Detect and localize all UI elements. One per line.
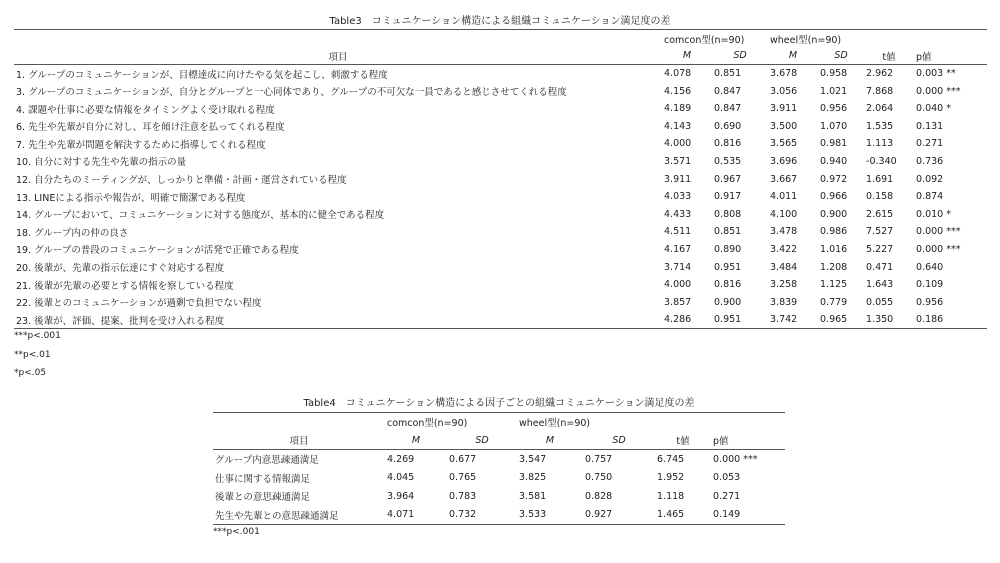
table3-cell-sd-2: 1.208: [820, 261, 848, 273]
table3-cell-p-value: 0.109: [914, 276, 987, 294]
table3-row: [14, 135, 987, 153]
table3-significance-mark: [943, 156, 946, 167]
table4-cell-mean-2: 3.533: [517, 505, 583, 524]
table4-cell-t-value: 6.745: [655, 450, 711, 469]
table3-col-t: t値: [882, 51, 896, 63]
table3-cell-mean-1: 4.156: [664, 85, 692, 97]
table4-cell-item: 先生や先輩との意思疎通満足: [213, 505, 385, 524]
table3-cell-item: 6. 先生や先輩が自分に対し、耳を傾け注意を払ってくれる程度: [16, 122, 285, 134]
table4-significance-mark: [740, 491, 743, 502]
table3-cell-item: 12. 自分たちのミーティングが、しっかりと準備・計画・運営されている程度: [16, 175, 347, 187]
table3-cell-sd-1: 0.890: [714, 243, 742, 255]
table4-row: [213, 468, 785, 487]
table3-cell-sd-1: 0.847: [714, 85, 742, 97]
table3-significance-mark: [943, 314, 946, 325]
table3-significance-mark: *: [946, 208, 951, 220]
table3-cell-item: 14. グループにおいて、コミュニケーションに対する態度が、基本的に健全である程度: [16, 210, 385, 222]
table3-significance-mark: [943, 138, 946, 149]
table3-row: [14, 100, 987, 118]
table3-row: [14, 65, 987, 83]
table3-cell-sd-1: 0.535: [714, 155, 742, 167]
table3-cell-mean-2: 3.422: [770, 243, 798, 255]
table3-cell-p-value: 0.271: [914, 135, 987, 153]
table3-cell-p-value: 0.000 ***: [916, 85, 961, 97]
table3-row: [14, 82, 987, 100]
table3-note-1: ***p<.001: [14, 331, 61, 341]
table3-row: [14, 117, 987, 135]
table3-row: [14, 223, 987, 241]
table3-cell-mean-1: 4.167: [664, 243, 692, 255]
table4-col-p: p値: [713, 436, 729, 448]
table3-cell-sd-2: 0.779: [820, 296, 848, 308]
table3-cell-mean-1: 4.033: [664, 191, 692, 203]
table3-col-m2: M: [788, 50, 798, 62]
table3-cell-item: 10. 自分に対する先生や先輩の指示の量: [16, 157, 187, 169]
table3-cell-mean-1: 4.189: [664, 103, 692, 115]
table3-significance-mark: [943, 279, 946, 290]
table3-cell-sd-2: 1.125: [820, 279, 848, 291]
table4-cell-sd-2: 0.750: [585, 472, 613, 484]
table3-cell-t-value: 0.055: [866, 296, 894, 308]
table3-cell-sd-1: 0.690: [714, 120, 742, 132]
table3-cell-item: 13. LINEによる指示や報告が、明確で簡潔である程度: [16, 192, 246, 204]
table3-cell-item: 20. 後輩が、先輩の指示伝達にすぐ対応する程度: [16, 263, 225, 275]
table3-group1-label: comcon型(n=90): [662, 30, 768, 48]
table4-cell-sd-1: 0.732: [447, 505, 517, 524]
table3-cell-mean-1: 4.000: [664, 279, 692, 291]
table4-col-m1: M: [411, 434, 421, 446]
table3-cell-mean-2: 3.500: [770, 120, 798, 132]
table4-cell-sd-1: 0.765: [449, 472, 477, 484]
table3-significance-mark: [943, 174, 946, 185]
table3-cell-p-value: 0.640: [914, 258, 987, 276]
table3-cell-t-value: 1.535: [866, 120, 894, 132]
table3-row: [14, 241, 987, 259]
table3-cell-item: 7. 先生や先輩が問題を解決するために指導してくれる程度: [16, 139, 266, 151]
table3-cell-sd-1: 0.967: [714, 173, 742, 185]
table3-significance-mark: ***: [946, 226, 961, 238]
table3-cell-p-value: 0.186: [914, 311, 987, 329]
table4-cell-mean-2: 3.825: [519, 472, 547, 484]
table3-cell-sd-2: 0.986: [820, 226, 848, 238]
table3-cell-sd-2: 1.021: [820, 85, 848, 97]
table3-cell-p-value: 0.736: [914, 153, 987, 171]
table3-cell-sd-2: 0.965: [818, 311, 864, 329]
table3-cell-item: 18. グループ内の仲の良さ: [16, 227, 129, 239]
table3-cell-item: 21. 後輩が先輩の必要とする情報を察している程度: [16, 280, 234, 292]
table3-cell-mean-2: 3.911: [770, 103, 798, 115]
table3-cell-sd-2: 0.956: [820, 103, 848, 115]
table3-cell-sd-2: 0.972: [820, 173, 848, 185]
table3-cell-item: 3. グループのコミュニケーションが、自分とグループと一心同体であり、グループの不可欠な一員であると感じさせてくれる程度: [16, 87, 567, 99]
table3-cell-sd-1: 0.900: [714, 296, 742, 308]
table3-cell-sd-2: 1.070: [820, 120, 848, 132]
table3-cell-mean-2: 3.478: [770, 226, 798, 238]
table3-cell-item: 4. 課題や仕事に必要な情報をタイミングよく受け取れる程度: [16, 104, 275, 116]
table4-significance-mark: [740, 509, 743, 520]
table4-row: [213, 487, 785, 506]
table3-cell-mean-1: 4.286: [662, 311, 712, 329]
table4-cell-p-value: 0.000 ***: [711, 450, 785, 469]
table3-col-sd2: SD: [834, 50, 848, 62]
table3-row: [14, 258, 987, 276]
table3-cell-item: 1. グループのコミュニケーションが、目標達成に向けたやる気を起こし、刺激する程度: [14, 65, 662, 83]
table3-significance-mark: [943, 121, 946, 132]
table3-cell-p-value: 0.092: [914, 170, 987, 188]
table3-col-sd1: SD: [733, 50, 747, 62]
table4-cell-mean-1: 3.964: [387, 490, 415, 502]
table4-cell-mean-2: 3.547: [517, 450, 583, 469]
table4-cell-sd-2: 0.757: [583, 450, 655, 469]
table3-significance-mark: ***: [946, 85, 961, 97]
table3-cell-t-value: 2.615: [866, 208, 894, 220]
table3-cell-t-value: 0.158: [866, 191, 894, 203]
table3-cell-sd-2: 1.016: [820, 243, 848, 255]
table3-cell-p-value: 0.040 *: [916, 103, 951, 115]
table3-row: [14, 311, 987, 329]
table3-cell-t-value: 1.643: [866, 279, 894, 291]
table3-cell-sd-1: 0.816: [714, 279, 742, 291]
table3-cell-mean-2: 4.011: [770, 191, 798, 203]
table4-cell-p-value: 0.053: [711, 468, 785, 487]
table3-significance-mark: [943, 262, 946, 273]
table3: [14, 29, 987, 329]
table3-cell-sd-2: 0.958: [818, 65, 864, 83]
table3-cell-t-value: -0.340: [866, 155, 897, 167]
table3-row: [14, 170, 987, 188]
table3-cell-sd-1: 0.847: [714, 103, 742, 115]
table4-cell-p-value: 0.149: [711, 505, 785, 524]
table4-cell-item: 仕事に関する情報満足: [215, 473, 311, 485]
table4-caption: Table4 コミュニケーション構造による因子ごとの組織コミュニケーション満足度の差: [303, 398, 695, 409]
table3-cell-sd-1: 0.851: [712, 65, 768, 83]
table4-cell-sd-1: 0.677: [447, 450, 517, 469]
table3-cell-item: 23. 後輩が、評価、提案、批判を受け入れる程度: [14, 311, 662, 329]
table3-cell-t-value: 0.471: [866, 261, 894, 273]
table4-col-m2: M: [545, 434, 555, 446]
table4-col-sd2: SD: [612, 434, 626, 446]
table4-group1-label: comcon型(n=90): [385, 413, 517, 432]
table4: [213, 412, 785, 525]
table3-cell-mean-2: 3.742: [768, 311, 818, 329]
table4-significance-mark: [740, 472, 743, 483]
table3-cell-mean-2: 3.696: [770, 155, 798, 167]
table3-cell-p-value: 0.000 ***: [916, 243, 961, 255]
table3-cell-t-value: 1.691: [866, 173, 894, 185]
table3-col-p: p値: [916, 51, 932, 63]
table3-cell-mean-1: 3.857: [664, 296, 692, 308]
table3-cell-p-value: 0.956: [914, 293, 987, 311]
table3-col-item: 項目: [328, 51, 348, 63]
table4-cell-item: グループ内意思疎通満足: [213, 450, 385, 469]
table3-cell-t-value: 2.962: [864, 65, 914, 83]
table3-significance-mark: ***: [946, 243, 961, 255]
table4-cell-mean-1: 4.269: [385, 450, 447, 469]
table3-cell-mean-1: 3.571: [664, 155, 692, 167]
table3-note-3: *p<.05: [14, 368, 47, 378]
table4-cell-t-value: 1.952: [657, 472, 685, 484]
table3-cell-t-value: 7.527: [866, 226, 894, 238]
table3-column-header: [14, 47, 987, 65]
table3-cell-mean-2: 3.667: [770, 173, 798, 185]
table3-cell-mean-1: 4.433: [664, 208, 692, 220]
table3-cell-sd-2: 0.900: [820, 208, 848, 220]
table3-cell-sd-1: 0.816: [714, 138, 742, 150]
table4-cell-t-value: 1.465: [655, 505, 711, 524]
table3-cell-mean-2: 3.484: [770, 261, 798, 273]
table4-cell-sd-2: 0.927: [583, 505, 655, 524]
table4-cell-t-value: 1.118: [657, 490, 685, 502]
table3-col-m1: M: [682, 50, 692, 62]
table3-cell-mean-2: 4.100: [770, 208, 798, 220]
table3-cell-mean-2: 3.678: [768, 65, 818, 83]
table3-cell-sd-2: 0.966: [820, 191, 848, 203]
table3-group2-label: wheel型(n=90): [768, 30, 864, 48]
table3-cell-item: 19. グループの普段のコミュニケーションが活発で正確である程度: [16, 245, 299, 257]
table3-cell-sd-2: 0.981: [820, 138, 848, 150]
table3-cell-p-value: 0.874: [914, 188, 987, 206]
table3-significance-mark: *: [946, 103, 951, 115]
table4-note-1: ***p<.001: [213, 527, 260, 537]
table3-cell-t-value: 7.868: [866, 85, 894, 97]
table4-cell-mean-1: 4.045: [387, 472, 415, 484]
table3-cell-p-value: 0.003 **: [914, 65, 987, 83]
table3-row: [14, 276, 987, 294]
table3-significance-mark: [943, 191, 946, 202]
table4-group2-label: wheel型(n=90): [517, 413, 655, 432]
table3-cell-mean-1: 4.000: [664, 138, 692, 150]
table3-cell-t-value: 1.350: [864, 311, 914, 329]
table3-note-2: **p<.01: [14, 350, 51, 360]
table3-significance-mark: [943, 297, 946, 308]
table3-cell-mean-2: 3.056: [770, 85, 798, 97]
table3-cell-sd-1: 0.808: [714, 208, 742, 220]
table4-col-t: t値: [676, 436, 690, 448]
table3-row: [14, 293, 987, 311]
table4-col-sd1: SD: [475, 434, 489, 446]
table3-cell-mean-2: 3.565: [770, 138, 798, 150]
table3-cell-sd-1: 0.917: [714, 191, 742, 203]
table3-cell-t-value: 2.064: [866, 103, 894, 115]
table3-cell-t-value: 5.227: [866, 243, 894, 255]
table3-cell-t-value: 1.113: [866, 138, 894, 150]
table3-cell-sd-1: 0.951: [714, 261, 742, 273]
table3-row: [14, 188, 987, 206]
table3-cell-p-value: 0.000 ***: [916, 226, 961, 238]
table4-cell-p-value: 0.271: [711, 487, 785, 506]
table3-cell-sd-2: 0.940: [820, 155, 848, 167]
table3-cell-sd-1: 0.951: [712, 311, 768, 329]
table4-column-header: [213, 431, 785, 450]
table4-row: [213, 450, 785, 469]
table4-cell-sd-2: 0.828: [585, 490, 613, 502]
table3-cell-item: 22. 後輩とのコミュニケーションが過剰で負担でない程度: [16, 298, 262, 310]
table4-cell-item: 後輩との意思疎通満足: [215, 492, 311, 504]
table4-cell-sd-1: 0.783: [449, 490, 477, 502]
table3-cell-mean-1: 3.714: [664, 261, 692, 273]
table3-row: [14, 153, 987, 171]
table4-row: [213, 505, 785, 524]
table3-cell-mean-2: 3.258: [770, 279, 798, 291]
table3-cell-mean-1: 4.511: [664, 226, 692, 238]
table3-significance-mark: **: [946, 68, 956, 80]
table4-group-header: [213, 413, 785, 432]
table4-significance-mark: ***: [743, 453, 758, 465]
table3-cell-mean-1: 4.143: [664, 120, 692, 132]
table3-cell-p-value: 0.131: [914, 117, 987, 135]
table3-cell-sd-1: 0.851: [714, 226, 742, 238]
table4-cell-mean-2: 3.581: [519, 490, 547, 502]
table3-cell-mean-1: 4.078: [662, 65, 712, 83]
table3-group-header: [14, 30, 987, 48]
table3-cell-mean-1: 3.911: [664, 173, 692, 185]
table3-cell-p-value: 0.010 *: [916, 208, 951, 220]
table4-cell-mean-1: 4.071: [385, 505, 447, 524]
table3-cell-mean-2: 3.839: [770, 296, 798, 308]
table4-col-item: 項目: [289, 436, 309, 448]
table3-row: [14, 205, 987, 223]
table3-caption: Table3 コミュニケーション構造による組織コミュニケーション満足度の差: [329, 16, 671, 27]
